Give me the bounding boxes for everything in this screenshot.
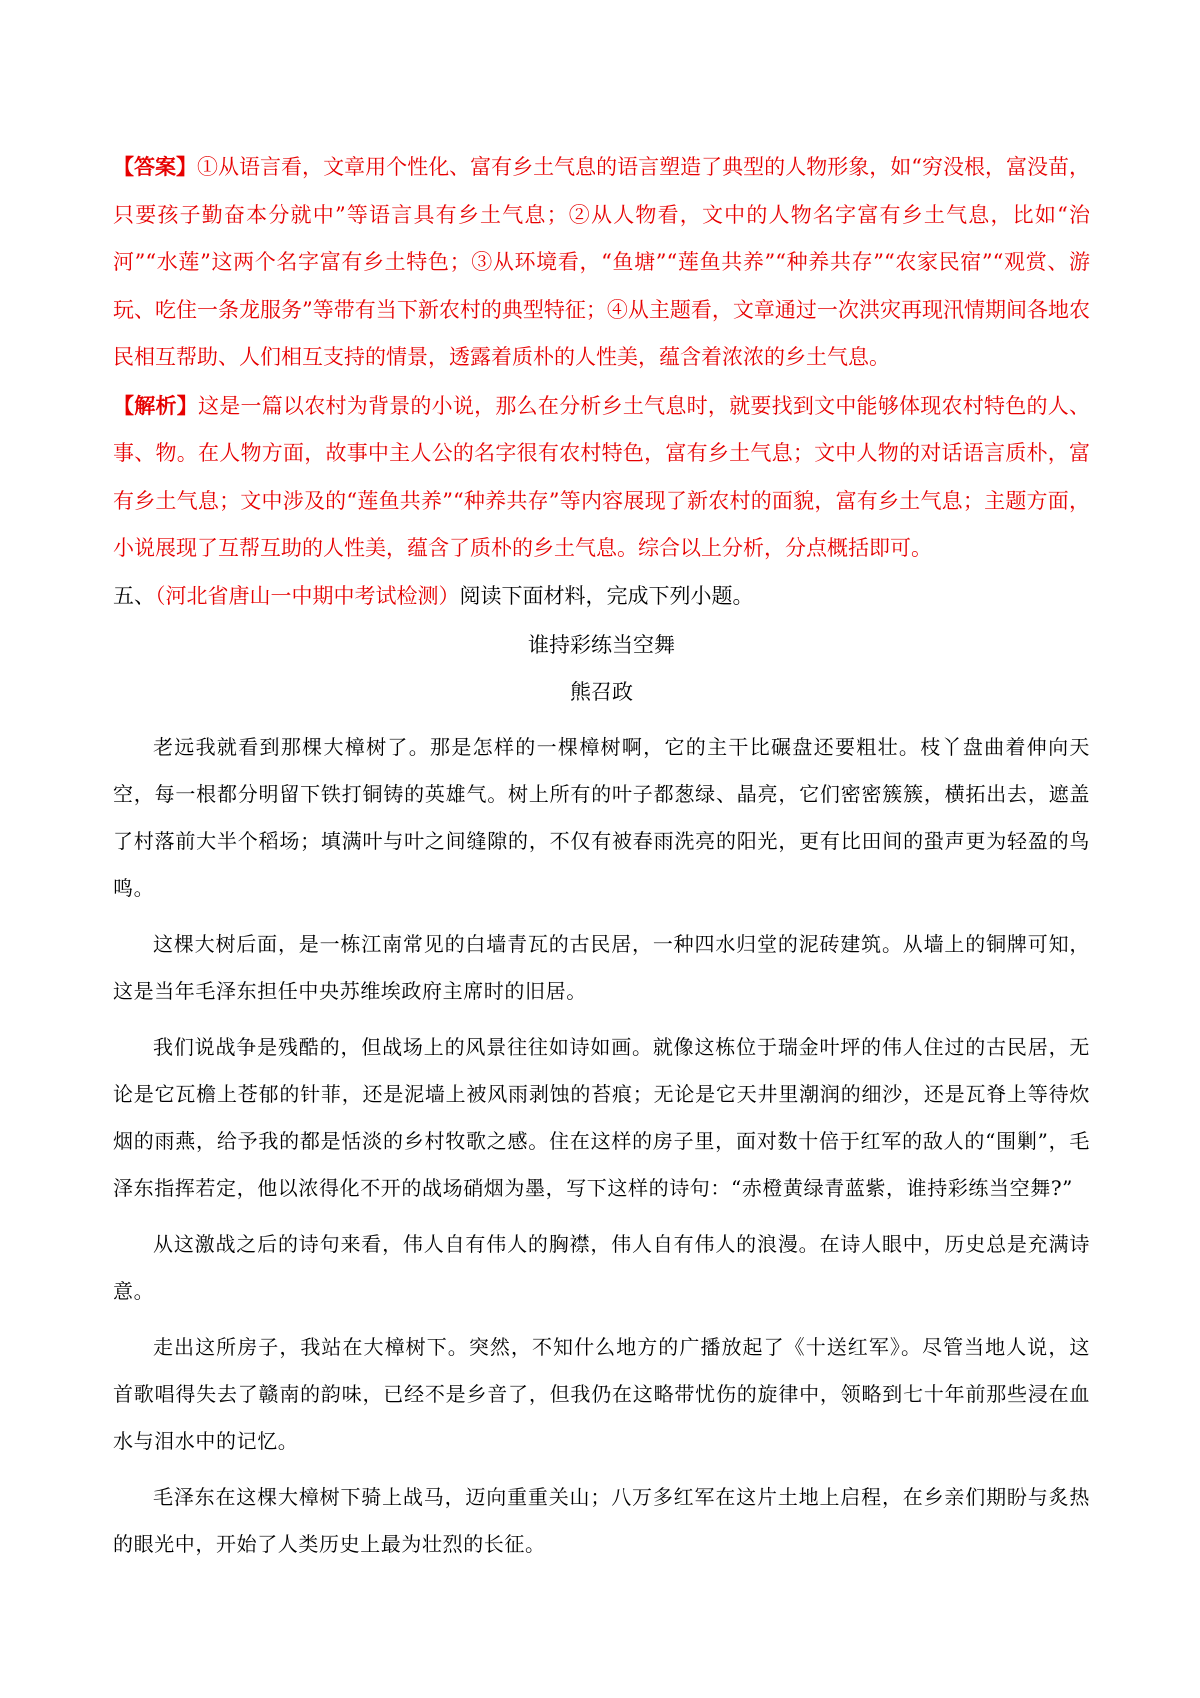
article-paragraph: 这棵大树后面，是一栋江南常见的白墙青瓦的古民居，一种四水归堂的泥砖建筑。从墙上的铜牌可知，这是当年毛泽东担任中央苏维埃政府主席时的旧居。 [113,931,1090,1003]
section-source: （河北省唐山一中期中考试检测） [155,583,460,608]
analysis-paragraph [113,382,1090,573]
article-paragraph: 走出这所房子，我站在大樟树下。突然，不知什么地方的广播放起了《十送红军》。尽管当地人说，这首歌唱得失去了赣南的韵味，已经不是乡音了，但我仍在这略带忧伤的旋律中，领略到七十年前那些浸在血水与泪水中的记忆。 [113,1334,1090,1453]
article-title: 谁持彩练当空舞 [528,632,675,657]
section-number: 五、 [113,583,155,608]
section-instruction: 阅读下面材料，完成下列小题。 [459,583,754,608]
answer-tag: 【答案】 [113,154,198,179]
analysis-text: 这是一篇以农村为背景的小说，那么在分析乡土气息时，就要找到文中能够体现农村特色的人、事、物。在人物方面，故事中主人公的名字很有农村特色，富有乡土气息；文中人物的对话语言质朴，富有乡土气息；文中涉及的“莲鱼共养”“种养共存”等内容展现了新农村的面貌，富有乡土气息；主题方面，小说展现了互帮互助的人性美，蕴含了质朴的乡土气息。综合以上分析，分点概括即可。 [113,393,1091,560]
article-paragraph: 从这激战之后的诗句来看，伟人自有伟人的胸襟，伟人自有伟人的浪漫。在诗人眼中，历史总是充满诗意。 [113,1231,1090,1303]
answer-text: ①从语言看，文章用个性化、富有乡土气息的语言塑造了典型的人物形象，如“穷没根，富没苗，只要孩子勤奋本分就中”等语言具有乡土气息；②从人物看，文中的人物名字富有乡土气息，比如“治河”“水莲”这两个名字富有乡土特色；③从环境看，“鱼塘”“莲鱼共养”“种养共存”“农家民宿”“观赏、游玩、吃住一条龙服务”等带有当下新农村的典型特征；④从主题看，文章通过一次洪灾再现汛情期间各地农民相互帮助、人们相互支持的情景，透露着质朴的人性美，蕴含着浓浓的乡土气息。 [113,155,1091,369]
answer-paragraph [113,143,1090,382]
section-heading [113,573,1090,620]
article-body [113,724,1090,1568]
article-paragraph: 老远我就看到那棵大樟树了。那是怎样的一棵樟树啊，它的主干比碾盘还要粗壮。枝丫盘曲着伸向天空，每一根都分明留下铁打铜铸的英雄气。树上所有的叶子都葱绿、晶亮，它们密密簇簇，横拓出去，遮盖了村落前大半个稻场；填满叶与叶之间缝隙的，不仅有被春雨洗亮的阳光，更有比田间的蛩声更为轻盈的鸟鸣。 [113,734,1090,900]
analysis-tag: 【解析】 [113,392,198,418]
article-paragraph: 我们说战争是残酷的，但战场上的风景往往如诗如画。就像这栋位于瑞金叶坪的伟人住过的古民居，无论是它瓦檐上苍郁的针菲，还是泥墙上被风雨剥蚀的苔痕；无论是它天井里潮润的细沙，还是瓦脊上等待炊烟的雨燕，给予我的都是恬淡的乡村牧歌之感。住在这样的房子里，面对数十倍于红军的敌人的“围剿”，毛泽东指挥若定，他以浓得化不开的战场硝烟为墨，写下这样的诗句：“赤橙黄绿青蓝紫，谁持彩练当空舞?” [113,1034,1090,1200]
article-paragraph: 毛泽东在这棵大樟树下骑上战马，迈向重重关山；八万多红军在这片土地上启程，在乡亲们期盼与炙热的眼光中，开始了人类历史上最为壮烈的长征。 [113,1484,1090,1556]
article-author: 熊召政 [570,679,633,704]
